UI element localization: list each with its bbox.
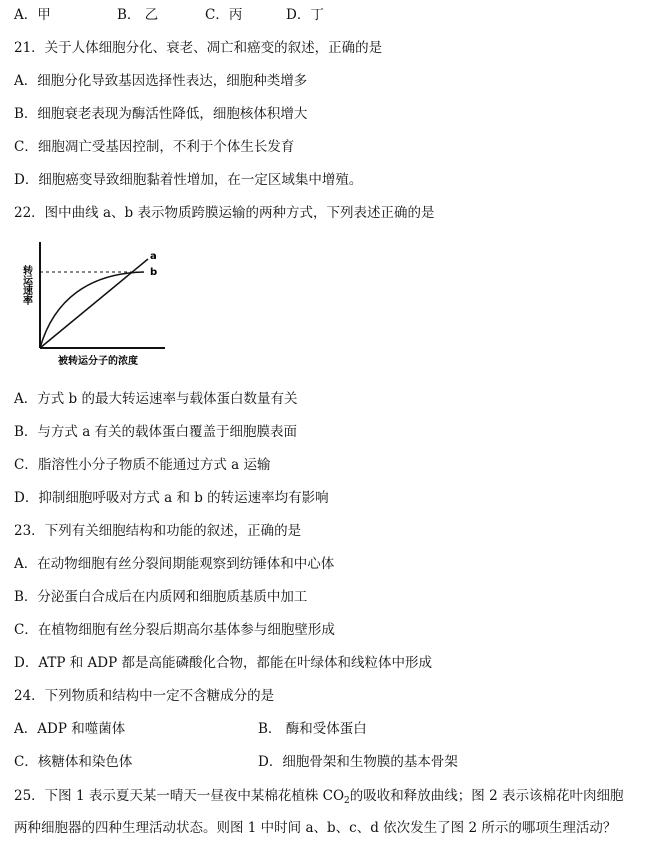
q24-option-c: C．核糖体和染色体 — [14, 754, 133, 770]
graph-x-label: 被转运分子的浓度 — [58, 356, 138, 367]
q22-option-b: B．与方式 a 有关的载体蛋白覆盖于细胞膜表面 — [14, 424, 298, 440]
q20-option-b: B． 乙 — [117, 7, 159, 23]
q25-stem-part1: 25．下图 1 表示夏天某一晴天一昼夜中某棉花植株 CO — [14, 788, 345, 804]
q22-stem: 22．图中曲线 a、b 表示物质跨膜运输的两种方式，下列表述正确的是 — [14, 205, 435, 221]
q24-option-d: D．细胞骨架和生物膜的基本骨架 — [258, 754, 458, 770]
q23-option-d: D．ATP 和 ADP 都是高能磷酸化合物，都能在叶绿体和线粒体中形成 — [14, 655, 432, 671]
q25-co2-subscript: 2 — [344, 796, 350, 806]
q21-option-c: C．细胞凋亡受基因控制，不利于个体生长发育 — [14, 139, 295, 155]
q25-stem-line2: 两种细胞器的四种生理活动状态。则图 1 中时间 a、b、c、d 依次发生了图 2 所示的哪项生理活动？ — [14, 820, 617, 836]
q23-option-b: B．分泌蛋白合成后在内质网和细胞质基质中加工 — [14, 589, 308, 605]
q25-stem-line1 — [14, 786, 623, 811]
q25-stem-part2: 的吸收和释放曲线；图 2 表示该棉花叶肉细胞 — [349, 788, 624, 804]
q21-stem: 21．关于人体细胞分化、衰老、凋亡和癌变的叙述，正确的是 — [14, 40, 383, 56]
q23-option-c: C．在植物细胞有丝分裂后期高尔基体参与细胞壁形成 — [14, 622, 335, 638]
q20-option-a: A．甲 — [14, 7, 51, 23]
q21-option-d: D．细胞癌变导致细胞黏着性增加，在一定区域集中增殖。 — [14, 172, 363, 188]
q24-option-b: B． 酶和受体蛋白 — [258, 721, 367, 737]
q23-option-a: A．在动物细胞有丝分裂间期能观察到纺锤体和中心体 — [14, 556, 335, 572]
q22-option-d: D．抑制细胞呼吸对方式 a 和 b 的转运速率均有影响 — [14, 490, 329, 506]
q23-stem: 23．下列有关细胞结构和功能的叙述，正确的是 — [14, 523, 302, 539]
graph-curve-b — [40, 272, 144, 348]
q22-option-a: A．方式 b 的最大转运速率与载体蛋白数量有关 — [14, 391, 298, 407]
q20-option-c: C．丙 — [205, 7, 243, 23]
q24-stem: 24．下列物质和结构中一定不含糖成分的是 — [14, 688, 275, 704]
q24-option-a: A．ADP 和噬菌体 — [14, 721, 126, 737]
graph-label-b: b — [150, 267, 158, 278]
transport-rate-graph — [12, 237, 172, 372]
graph-y-label: 转运速率 — [20, 265, 32, 305]
q22-option-c: C．脂溶性小分子物质不能通过方式 a 运输 — [14, 457, 271, 473]
q21-option-b: B．细胞衰老表现为酶活性降低，细胞核体积增大 — [14, 106, 308, 122]
q20-option-d: D．丁 — [286, 7, 324, 23]
graph-label-a: a — [150, 251, 157, 262]
q21-option-a: A．细胞分化导致基因选择性表达，细胞种类增多 — [14, 73, 308, 89]
